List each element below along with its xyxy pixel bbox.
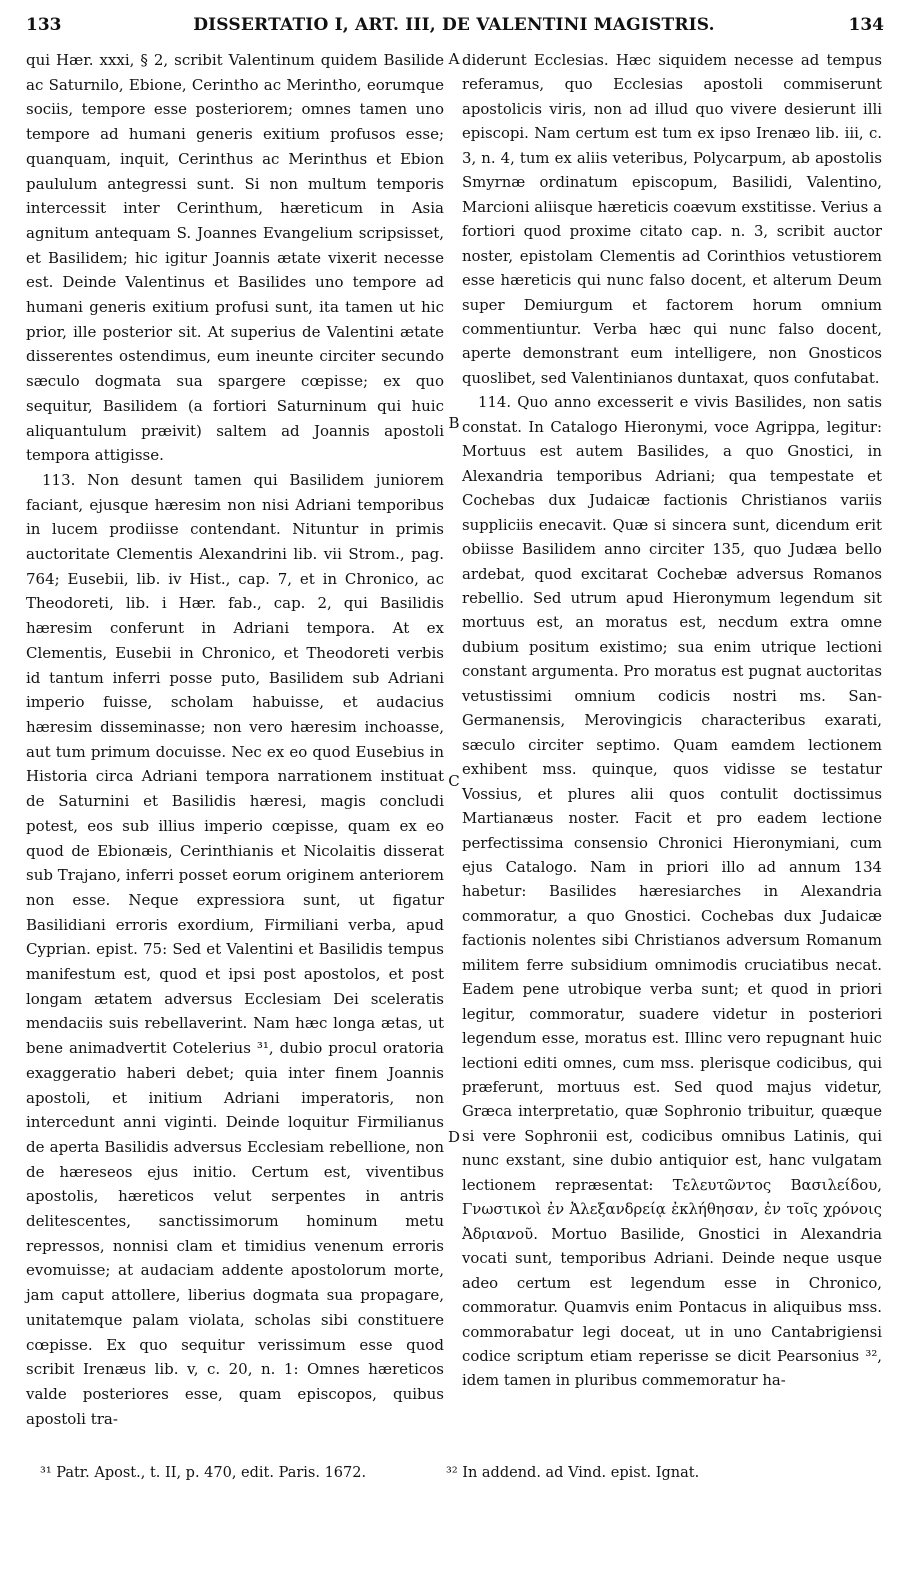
margin-marker-d: D (447, 1128, 461, 1146)
margin-marker-c: C (448, 772, 460, 790)
page-number-right: 134 (848, 15, 884, 35)
footnote-31: ³¹ Patr. Apost., t. II, p. 470, edit. Paris. 1672. (40, 1465, 367, 1481)
paragraph-continuation: qui Hær. xxxi, § 2, scribit Valentinum quidem Basilide ac Saturnilo, Ebione, Cerintho ac Merintho, eorumque sociis, tempore esse posteriorem; omnes tamen uno tempore ad humani generis exitium profusos esse; quanquam, inquit, Cerinthus ac Merinthus et Ebion paululum antegressi sunt. Si non multum temporis intercessit inter Cerinthum, hæreticum in Asia agnitum antequam S. Joannes Evangelium scripsisset, et Basilidem; hic igitur Joannis ætate vixerit necesse est. Deinde Valentinus et Basilides uno tempore ad humani generis exitium profusi sunt, ita tamen ut hic prior, ille posterior sit. At superius de Valentini ætate disserentes ostendimus, eum ineunte circiter secundo sæculo dogmata sua spargere cœpisse; ex quo sequitur, Basilidem (a fortiori Saturninum qui huic aliquantulum præivit) saltem ad Joannis apostoli tempora attigisse. (26, 51, 444, 465)
left-column (26, 48, 444, 1431)
paragraph-114: 114. Quo anno excesserit e vivis Basilides, non satis constat. In Catalogo Hieronymi, voce Agrippa, legitur: Mortuus est autem Basilides, a quo Gnostici, in Alexandria temporibus Adriani; qua tempestate et Cochebas dux Judaicæ factionis Christianos variis suppliciis enecavit. Quæ si sincera sunt, dicendum erit obiisse Basilidem anno circiter 135, quo Judæa bello ardebat, quod excitarat Cochebæ adversus Romanos rebellio. Sed utrum apud Hieronymum legendum sit mortuus est, an moratus est, necdum extra omne dubium positum existimo; sua enim utrique lectioni constant argumenta. Pro moratus est pugnat auctoritas vetustissimi omnium codicis nostri ms. San-Germanensis, Merovingicis characteribus exarati, sæculo circiter septimo. Quam eamdem lectionem exhibent mss. quinque, quos vidisse se testatur Vossius, et plures alii quos contulit doctissimus Martianæus noster. Facit et pro eadem lectione perfectissima consensio Chronici Hieronymiani, cum ejus Catalogo. Nam in priori illo ad annum 134 habetur: Basilides hæresiarches in Alexandria commoratur, a quo Gnostici. Cochebas dux Judaicæ factionis nolentes sibi Christianos adversum Romanum militem ferre subsidium omnimodis cruciatibus necat. Eadem pene utrobique verba sunt; et quod in priori legitur, commoratur, suadere videtur in posteriori legendum esse, moratus est. Illinc vero repugnant huic lectioni editi omnes, cum mss. plerisque codicibus, qui præferunt, mortuus est. Sed quod majus videtur, Græca interpretatio, quæ Sophronio tribuitur, quæque si vere Sophronii est, codicibus omnibus Latinis, qui nunc exstant, sine dubio antiquior est, hanc vulgatam lectionem repræsentat: Τελευτῶντος Βασιλείδου, Γνωστικοὶ ἐν Ἀλεξανδρείᾳ ἐκλήθησαν, ἐν τοῖς χρόνοις Ἀδριανοῦ. Mortuo Basilide, Gnostici in Alexandria vocati sunt, temporibus Adriani. Deinde neque usque adeo certum est legendum esse in Chronico, commoratur. Quamvis enim Pontacus in aliquibus mss. commorabatur legi doceat, ut in uno Cantabrigiensi codice scriptum etiam reperisse se dicit Pearsonius ³², idem tamen in pluribus commemoratur ha- (462, 393, 882, 1390)
margin-marker-b: B (448, 414, 460, 432)
paragraph-113: 113. Non desunt tamen qui Basilidem juniorem faciant, ejusque hæresim non nisi Adriani temporibus in lucem prodiisse contendant. Nituntur in primis auctoritate Clementis Alexandrini lib. vii Strom., pag. 764; Eusebii, lib. iv Hist., cap. 7, et in Chronico, ac Theodoreti, lib. i Hær. fab., cap. 2, qui Basilidis hæresim conferunt in Adriani tempora. At ex Clementis, Eusebii in Chronico, et Theodoreti verbis id tantum inferri posse puto, Basilidem sub Adriani imperio fuisse, scholam habuisse, et audacius hæresim disseminasse; non vero hæresim inchoasse, aut tum primum docuisse. Nec ex eo quod Eusebius in Historia circa Adriani tempora narrationem instituat de Saturnini et Basilidis hæresi, magis concludi potest, eos sub illius imperio cœpisse, quam ex eo quod de Ebionæis, Cerinthianis et Nicolaitis disserat sub Trajano, inferri posset eorum originem anteriorem non esse. Neque expressiora sunt, ut figatur Basilidiani erroris exordium, Firmiliani verba, apud Cyprian. epist. 75: Sed et Valentini et Basilidis tempus manifestum est, quod et ipsi post apostolos, et post longam ætatem adversus Ecclesiam Dei sceleratis mendaciis suis rebellaverint. Nam hæc longa ætas, ut bene animadvertit Cotelerius ³¹, dubio procul oratoria exaggeratio haberi debet; quia inter finem Joannis apostoli, et initium Adriani imperatoris, non intercedunt anni viginti. Deinde loquitur Firmilianus de aperta Basilidis adversus Ecclesiam rebellione, non de hæreseos ejus initio. Certum est, viventibus apostolis, hæreticos velut serpentes in antris delitescentes, sanctissimorum hominum metu repressos, nonnisi clam et timidius venenum erroris evomuisse; at audaciam addente apostolorum morte, jam caput attollere, liberius dogmata sua propagare, unitatemque palam violata, scholas sibi constituere cœpisse. Ex quo sequitur verissimum esse quod scribit Irenæus lib. v, c. 20, n. 1: Omnes hæreticos valde posteriores esse, quam episcopos, quibus apostoli tra- (26, 470, 444, 1428)
paragraph-continuation-right: diderunt Ecclesias. Hæc siquidem necesse ad tempus referamus, quo Ecclesias apostoli commiserunt apostolicis viris, non ad illud quo vivere desierunt illi episcopi. Nam certum est tum ex ipso Irenæo lib. iii, c. 3, n. 4, tum ex aliis veteribus, Polycarpum, ab apostolis Smyrnæ ordinatum episcopum, Basilidi, Valentino, Marcioni aliisque hæreticis coævum exstitisse. Verius a fortiori quod proxime citato cap. n. 3, scribit auctor noster, epistolam Clementis ad Corinthios vetustiorem esse hæreticis qui nunc falso docent, et alterum Deum super Demiurgum et factorem horum omnium commentiuntur. Verba hæc qui nunc falso docent, aperte demonstrant eum intelligere, non Gnosticos quoslibet, sed Valentinianos duntaxat, quos confutabat. (462, 51, 882, 387)
footnote-32: ³² In addend. ad Vind. epist. Ignat. (446, 1465, 700, 1481)
right-column (462, 48, 882, 1393)
margin-marker-a: A (448, 50, 460, 68)
page-number-left: 133 (26, 15, 62, 35)
running-header-title: DISSERTATIO I, ART. III, DE VALENTINI MAGISTRIS. (193, 15, 715, 35)
